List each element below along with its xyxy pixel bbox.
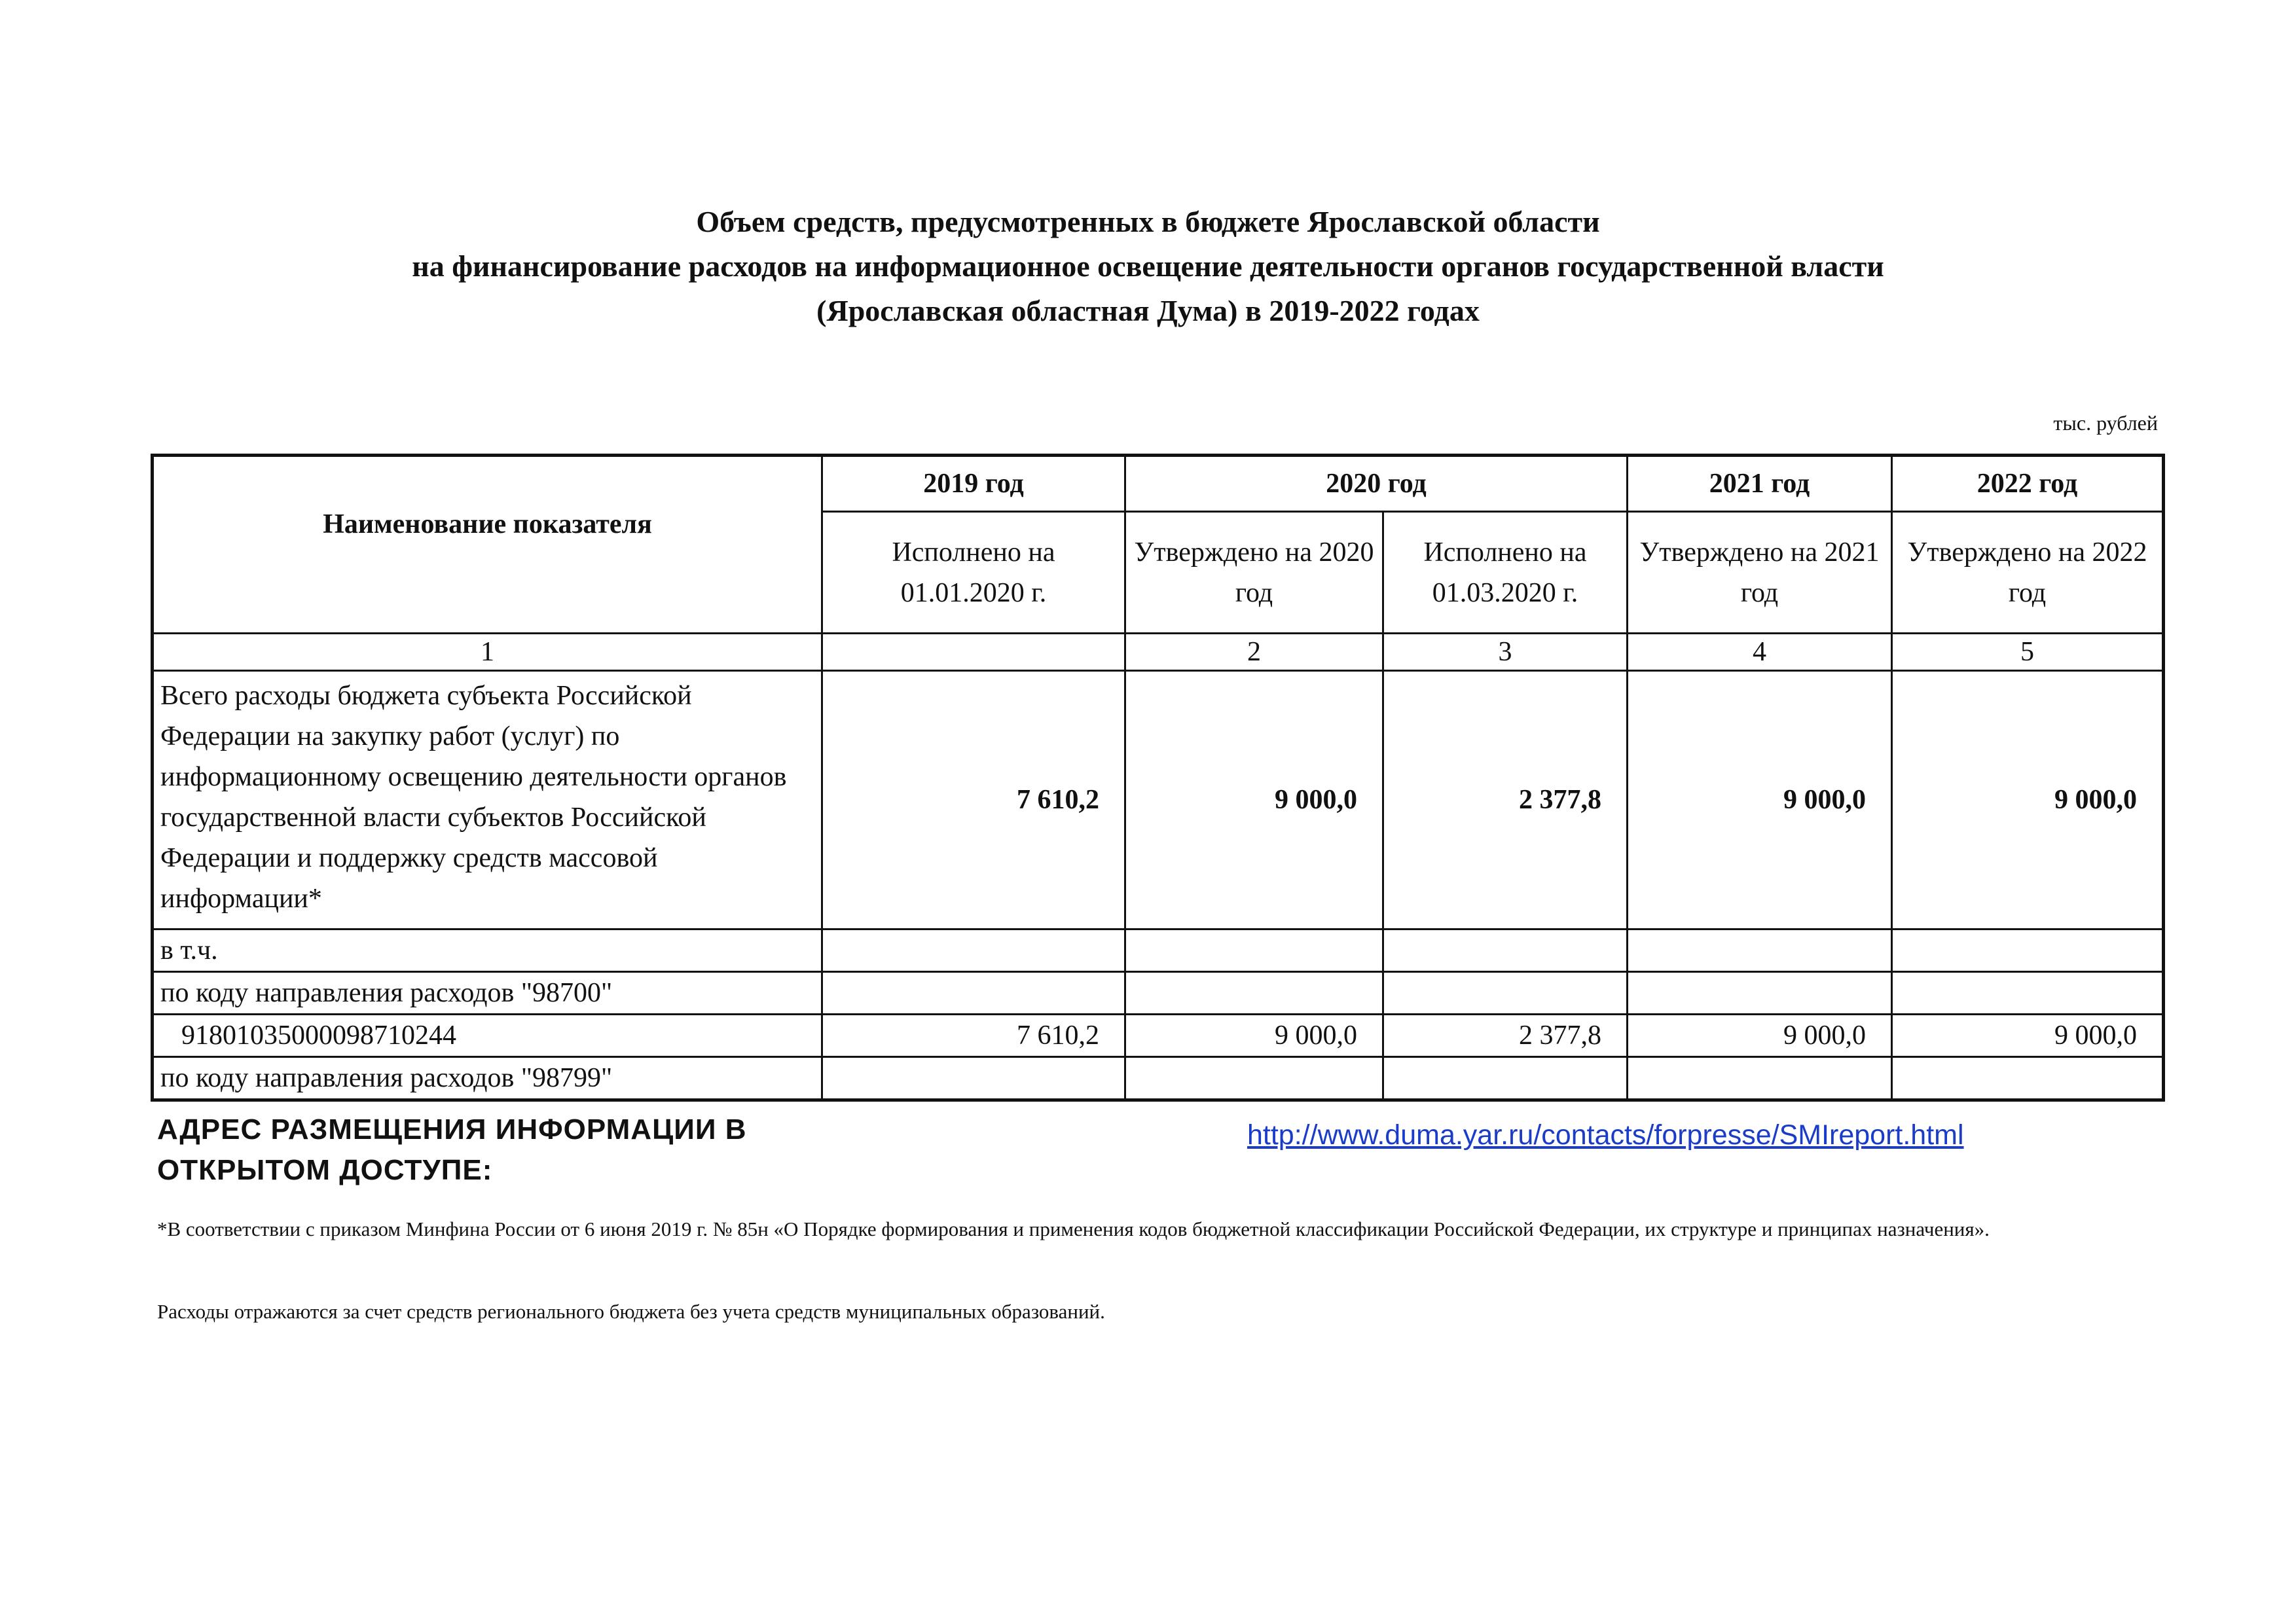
row-value: 9 000,0 [1125,1015,1383,1057]
row-label: Всего расходы бюджета субъекта Российской Федерации на закупку работ (услуг) по информационному освещению деятельности органов государственной власти субъектов Российской Федерации и поддержку средств массовой информации* [153,671,822,929]
row-value: 9 000,0 [1628,1015,1892,1057]
subheader-approved-2020: Утверждено на 2020 год [1125,512,1383,634]
subheader-executed-2020: Исполнено на 01.03.2020 г. [1383,512,1628,634]
subheader-approved-2021: Утверждено на 2021 год [1628,512,1892,634]
row-label: по коду направления расходов "98799" [153,1057,822,1100]
header-year-2021: 2021 год [1628,456,1892,512]
row-value [1628,1057,1892,1100]
row-value [822,1057,1125,1100]
footnote: *В соответствии с приказом Минфина России от 6 июня 2019 г. № 85н «О Порядке формирования и применения кодов бюджетной классификации Российской Федерации, их структуре и принципах назначения». [157,1218,1990,1240]
row-value [1628,972,1892,1015]
document-title [0,200,2296,333]
address-label [157,1110,746,1191]
row-value: 7 610,2 [822,671,1125,929]
row-value [1892,929,2164,972]
row-label: по коду направления расходов "98700" [153,972,822,1015]
table-row [153,972,2164,1015]
column-number: 1 [153,634,822,671]
row-value: 2 377,8 [1383,671,1628,929]
row-value [1383,1057,1628,1100]
column-number: 3 [1383,634,1628,671]
expense-note: Расходы отражаются за счет средств регионального бюджета без учета средств муниципальных образований. [157,1300,1105,1323]
column-number [822,634,1125,671]
subheader-executed-2019: Исполнено на 01.01.2020 г. [822,512,1125,634]
row-value [1125,972,1383,1015]
table-row [153,1015,2164,1057]
row-value [1628,929,1892,972]
row-value [1892,1057,2164,1100]
row-value [822,929,1125,972]
row-value: 7 610,2 [822,1015,1125,1057]
table-row [153,1057,2164,1100]
table-row [153,671,2164,929]
units-label: тыс. рублей [2053,411,2158,435]
subheader-approved-2022: Утверждено на 2022 год [1892,512,2164,634]
row-value [1383,929,1628,972]
row-value [1125,929,1383,972]
title-line-1: Объем средств, предусмотренных в бюджете Ярославской области [696,205,1600,238]
title-line-2: на финансирование расходов на информационное освещение деятельности органов государственной власти [412,249,1884,283]
header-year-2019: 2019 год [822,456,1125,512]
address-label-line-1: АДРЕС РАЗМЕЩЕНИЯ ИНФОРМАЦИИ В [157,1113,747,1146]
row-label: в т.ч. [153,929,822,972]
row-value: 9 000,0 [1892,1015,2164,1057]
row-value: 9 000,0 [1628,671,1892,929]
column-number: 5 [1892,634,2164,671]
column-number: 4 [1628,634,1892,671]
publication-url-link[interactable]: http://www.duma.yar.ru/contacts/forpresse/SMIreport.html [1247,1119,1964,1151]
header-indicator-name: Наименование показателя [153,456,822,634]
header-year-2022: 2022 год [1892,456,2164,512]
row-value: 9 000,0 [1125,671,1383,929]
table-row [153,929,2164,972]
address-label-line-2: ОТКРЫТОМ ДОСТУПЕ: [157,1154,493,1186]
column-number: 2 [1125,634,1383,671]
row-value: 9 000,0 [1892,671,2164,929]
title-line-3: (Ярославская областная Дума) в 2019-2022 годах [816,294,1480,327]
header-year-2020: 2020 год [1125,456,1628,512]
budget-table [151,454,2165,1102]
row-value: 2 377,8 [1383,1015,1628,1057]
row-value [1383,972,1628,1015]
row-label: 91801035000098710244 [153,1015,822,1057]
row-value [1125,1057,1383,1100]
row-value [1892,972,2164,1015]
row-value [822,972,1125,1015]
